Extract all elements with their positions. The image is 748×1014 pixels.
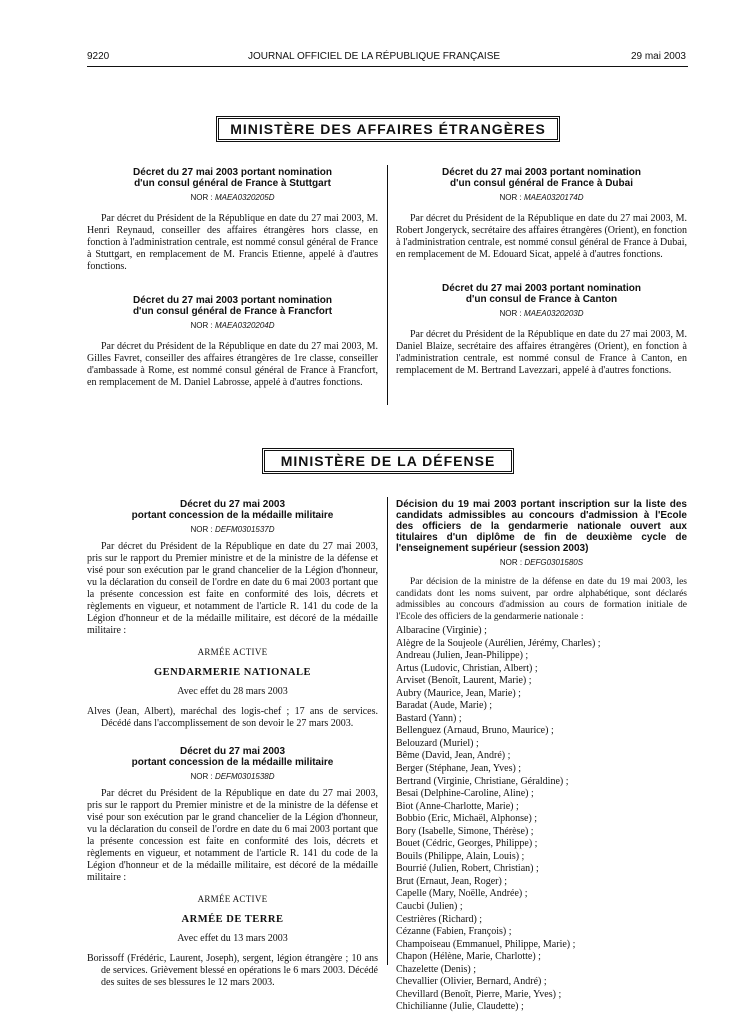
candidate-item: Bellenguez (Arnaud, Bruno, Maurice) ; — [396, 725, 554, 737]
candidate-item: Artus (Ludovic, Christian, Albert) ; — [396, 662, 538, 674]
candidate-item: Bême (David, Jean, André) ; — [396, 750, 511, 762]
decret-title: Décret du 27 mai 2003 portant concession de la médaille militaire — [131, 746, 334, 768]
candidate-item: Andreau (Julien, Jean-Philippe) ; — [396, 650, 529, 662]
decret-title: Décret du 27 mai 2003 portant nomination d'un consul général de France à Francfort — [132, 295, 333, 317]
beneficiary: Borissoff (Frédéric, Laurent, Joseph), sergent, légion étrangère ; 10 ans de services. Grièvement blessé en opérations le 6 mars 2003. Décédé des suites de ses blessures le 12 mars 2003. — [87, 953, 378, 988]
candidate-item: Belouzard (Muriel) ; — [396, 737, 479, 749]
candidate-item: Bouils (Philippe, Alain, Louis) ; — [396, 850, 525, 862]
candidate-item: Aubry (Maurice, Jean, Marie) ; — [396, 687, 521, 699]
defense-left-column — [87, 499, 378, 989]
candidate-item: Bory (Isabelle, Simone, Thérèse) ; — [396, 825, 534, 837]
candidate-item: Chazelette (Denis) ; — [396, 963, 476, 975]
nor-reference: NOR : MAEA0320174D — [499, 193, 584, 202]
effect-date: Avec effet du 13 mars 2003 — [177, 933, 288, 944]
nor-reference: NOR : DEFM0301537D — [190, 525, 275, 534]
candidate-item: Chevallier (Olivier, Bernard, André) ; — [396, 976, 547, 988]
effect-date: Avec effet du 28 mars 2003 — [177, 686, 288, 697]
decision-title: Décision du 19 mai 2003 portant inscription sur la liste des candidats admissibles au concours d'admission à l'Ecole des officiers de la gendarmerie nationale ouvert aux titulaires d'un diplôme de fin de deuxième cycle de l'enseignement supérieur (session 2003) — [396, 499, 687, 554]
column-separator — [387, 165, 388, 405]
candidate-item: Bobbio (Eric, Michaël, Alphonse) ; — [396, 813, 538, 825]
issue-date: 29 mai 2003 — [630, 51, 686, 62]
decret-text: Par décret du Président de la République en date du 27 mai 2003, M. Robert Jongeryck, secrétaire des affaires étrangères (Orient), en fonction à l'administration centrale, est nommé consul général de France à Dubai, en remplacement de M. Edouard Sicat, appelé à d'autres fonctions. — [396, 213, 687, 260]
decret-title: Décret du 27 mai 2003 portant nomination d'un consul de France à Canton — [442, 283, 641, 305]
decret-text: Par décret du Président de la République en date du 27 mai 2003, M. Gilles Favret, conseiller des affaires étrangères de 1re classe, conseiller d'ambassade à Rome, est nommé consul général de France à Francfort, en remplacement de M. Daniel Labrosse, appelé à d'autres fonctions. — [87, 341, 378, 388]
decret-text: Par décret du Président de la République en date du 27 mai 2003, M. Daniel Blaize, secrétaire des affaires étrangères (Orient), en fonction à l'administration centrale, est nommé consul de France à Canton, en remplacement de M. Bertrand Lavezzari, appelé à d'autres fonctions. — [396, 329, 687, 376]
candidate-item: Bertrand (Virginie, Christiane, Géraldine) ; — [396, 775, 569, 787]
candidate-list — [396, 625, 687, 1014]
ministry-defense-title: MINISTÈRE DE LA DÉFENSE — [262, 448, 514, 474]
decret-title: Décret du 27 mai 2003 portant nomination d'un consul général de France à Dubai — [442, 167, 641, 189]
candidate-item: Bouet (Cédric, Georges, Philippe) ; — [396, 838, 538, 850]
ministry-affaires-etrangeres-title: MINISTÈRE DES AFFAIRES ÉTRANGÈRES — [216, 116, 560, 142]
decret-title: Décret du 27 mai 2003 portant nomination d'un consul général de France à Stuttgart — [133, 167, 332, 189]
header-rule — [87, 66, 688, 67]
candidate-item: Bourrié (Julien, Robert, Christian) ; — [396, 863, 539, 875]
nor-reference: NOR : DEFM0301538D — [190, 772, 275, 781]
decret-title: Décret du 27 mai 2003 portant concession de la médaille militaire — [131, 499, 334, 521]
column-separator — [387, 497, 388, 965]
candidate-item: Chichilianne (Julie, Claudette) ; — [396, 1001, 524, 1013]
candidate-item: Alègre de la Soujeole (Aurélien, Jérémy, Charles) ; — [396, 637, 601, 649]
defense-right-column — [396, 499, 687, 1014]
candidate-item: Capelle (Mary, Noëlle, Andrée) ; — [396, 888, 528, 900]
affaires-etrangeres-left-column — [87, 167, 378, 389]
candidate-item: Baradat (Aude, Marie) ; — [396, 700, 493, 712]
candidate-item: Chapon (Hélène, Marie, Charlotte) ; — [396, 951, 541, 963]
candidate-item: Besai (Delphine-Caroline, Aline) ; — [396, 788, 534, 800]
candidate-item: Chevillard (Benoît, Pierre, Marie, Yves) ; — [396, 988, 562, 1000]
armee-label: ARMÉE ACTIVE — [197, 647, 268, 657]
affaires-etrangeres-right-column — [396, 167, 687, 377]
candidate-item: Biot (Anne-Charlotte, Marie) ; — [396, 800, 519, 812]
arme-heading: GENDARMERIE NATIONALE — [153, 667, 312, 678]
candidate-item: Cestrières (Richard) ; — [396, 913, 483, 925]
nor-reference: NOR : MAEA0320205D — [190, 193, 275, 202]
decret-text: Par décret du Président de la République en date du 27 mai 2003, pris sur le rapport du Premier ministre et de la ministre de la défense et visé pour son exécution par le grand chancelier de la Légion d'honneur, vu la déclaration du conseil de l'ordre en date du 6 mai 2003 portant que la présente concession est faite en conformité des lois, décrets et règlements en vigueur, et notamment de l'article R. 141 du code de la Légion d'honneur et de la médaille militaire, est décoré de la médaille militaire : — [87, 788, 378, 883]
decret-text: Par décret du Président de la République en date du 27 mai 2003, pris sur le rapport du Premier ministre et de la ministre de la défense et visé pour son exécution par le grand chancelier de la Légion d'honneur, vu la déclaration du conseil de l'ordre en date du 6 mai 2003 portant que la présente concession est faite en conformité des lois, décrets et règlements en vigueur, et notamment de l'article R. 141 du code de la Légion d'honneur et de la médaille militaire, est décoré de la médaille militaire : — [87, 541, 378, 636]
candidate-item: Bastard (Yann) ; — [396, 712, 462, 724]
candidate-item: Brut (Ernaut, Jean, Roger) ; — [396, 875, 508, 887]
beneficiary: Alves (Jean, Albert), maréchal des logis-chef ; 17 ans de services. Décédé dans l'accomplissement de son devoir le 27 mars 2003. — [87, 706, 378, 729]
nor-reference: NOR : DEFG0301580S — [499, 558, 584, 567]
candidate-item: Berger (Stéphane, Jean, Yves) ; — [396, 763, 522, 775]
candidate-item: Arviset (Benoît, Laurent, Marie) ; — [396, 675, 532, 687]
nor-reference: NOR : MAEA0320203D — [499, 309, 584, 318]
armee-label: ARMÉE ACTIVE — [197, 894, 268, 904]
candidate-item: Albaracine (Virginie) ; — [396, 625, 487, 636]
page-number: 9220 — [87, 51, 110, 62]
arme-heading: ARMÉE DE TERRE — [181, 914, 284, 925]
journal-title: JOURNAL OFFICIEL DE LA RÉPUBLIQUE FRANÇAISE — [247, 51, 501, 62]
candidate-item: Champoiseau (Emmanuel, Philippe, Marie) ; — [396, 938, 576, 950]
candidate-item: Caucbi (Julien) ; — [396, 901, 463, 913]
decret-text: Par décret du Président de la République en date du 27 mai 2003, M. Henri Reynaud, conseiller des affaires étrangères hors classe, en fonction à l'administration centrale, est nommé consul général de France à Stuttgart, en remplacement de M. Francis Etienne, appelé à d'autres fonctions. — [87, 213, 378, 272]
decision-text: Par décision de la ministre de la défense en date du 19 mai 2003, les candidats dont les noms suivent, par ordre alphabétique, sont déclarés admissibles au concours d'admission au cours de formation initiale de l'Ecole des officiers de la gendarmerie nationale : — [396, 577, 687, 622]
candidate-item: Cézanne (Fabien, François) ; — [396, 926, 512, 938]
nor-reference: NOR : MAEA0320204D — [190, 321, 275, 330]
